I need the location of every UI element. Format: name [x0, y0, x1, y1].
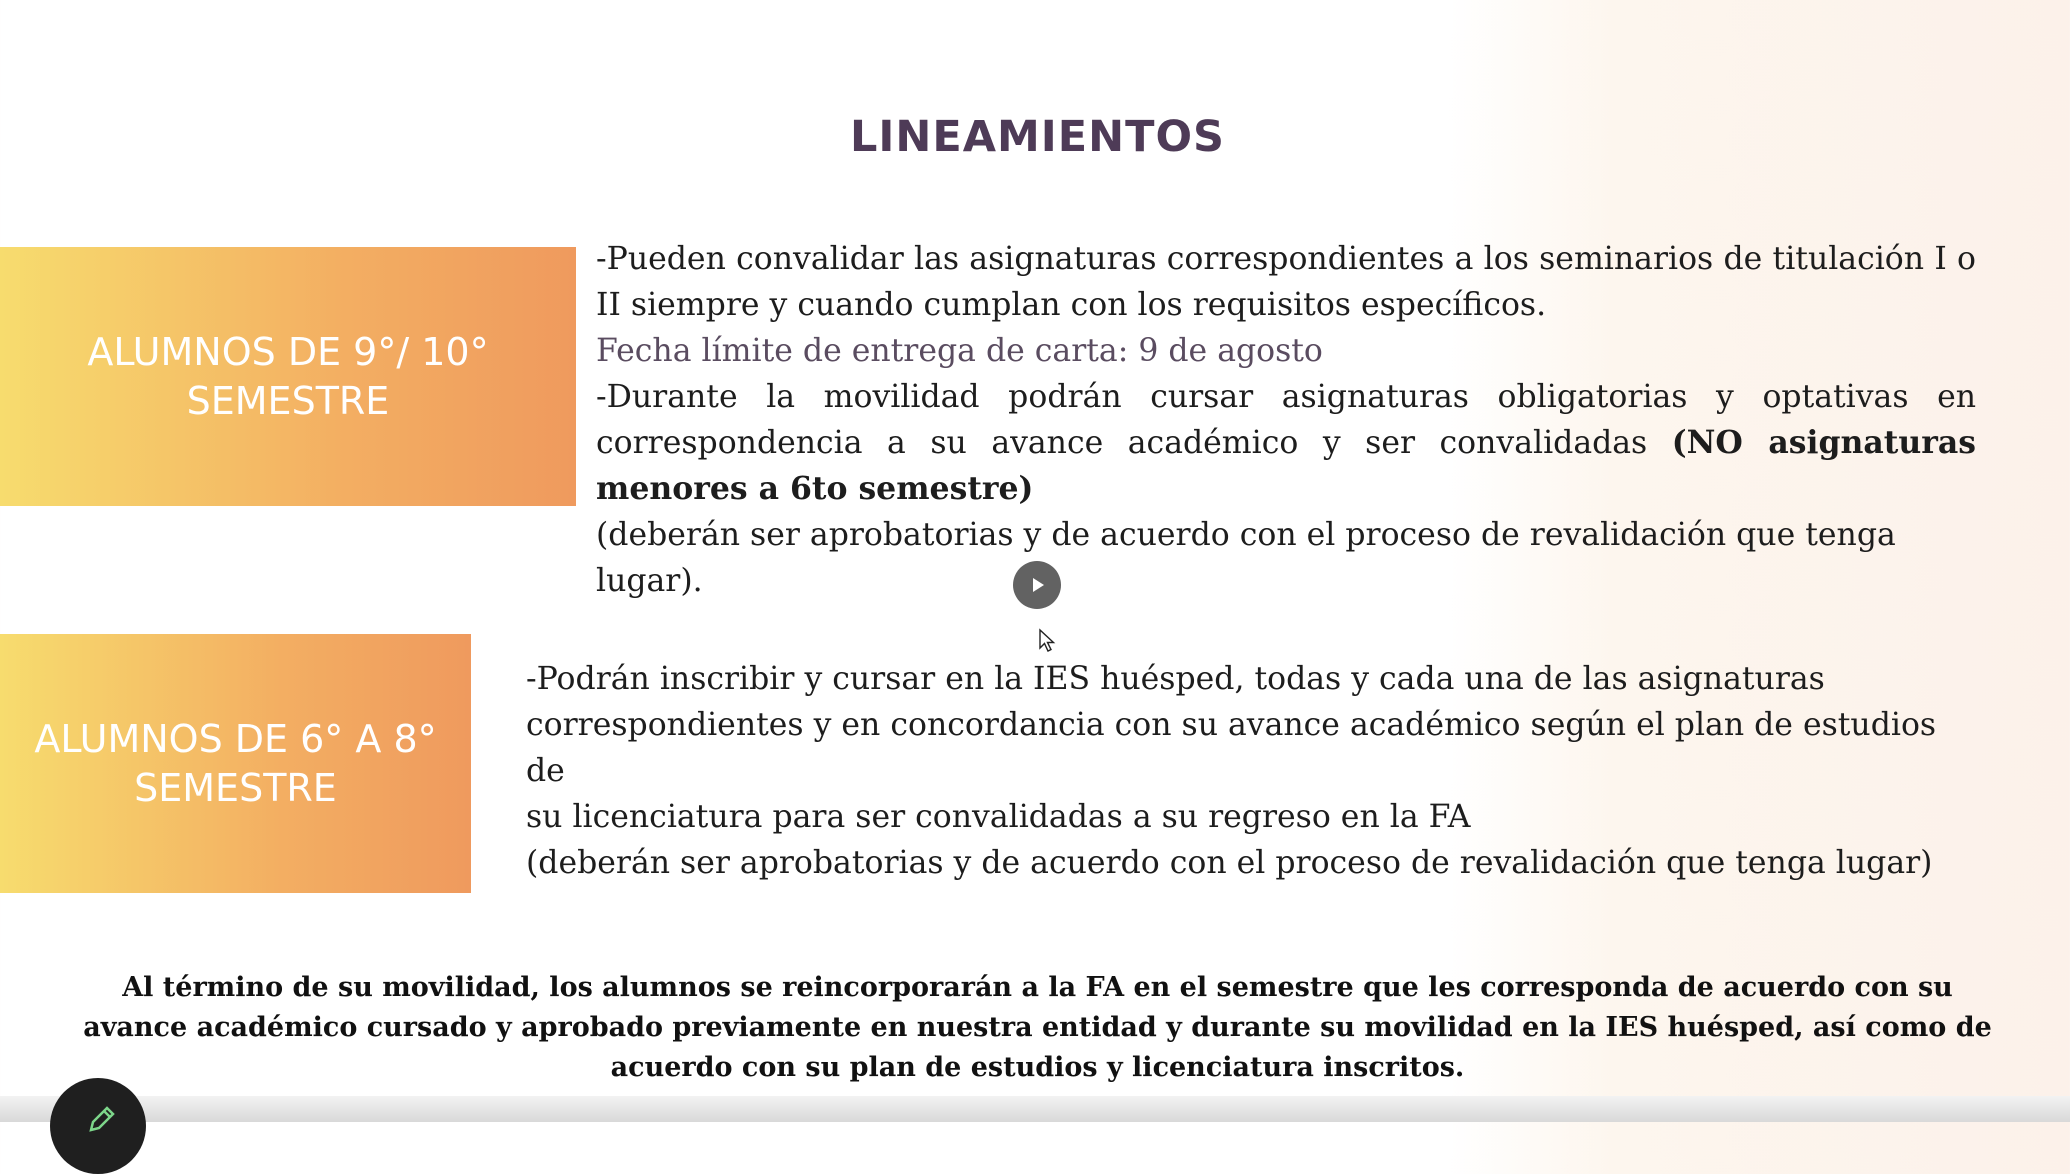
slide-title: LINEAMIENTOS: [849, 112, 1226, 162]
pencil-icon: [85, 1102, 119, 1136]
text-line: -Podrán inscribir y cursar en la IES huésped, todas y cada una de las asignaturas: [526, 661, 1825, 697]
play-icon: [1027, 575, 1047, 595]
section-text-6-8: [526, 656, 1966, 886]
bold-note: (NO asignaturas menores a 6to semestre): [596, 424, 1976, 507]
section-label-line: ALUMNOS DE 6° A 8°: [34, 716, 437, 761]
text-line: (deberán ser aprobatorias y de acuerdo con el proceso de revalidación que tenga lugar): [526, 845, 1933, 881]
paragraph: [596, 374, 1976, 512]
paragraph-text: -Durante la movilidad podrán cursar asignaturas obligatorias y optativas en correspondencia a su avance académico y ser convalidadas: [596, 379, 1976, 461]
section-label-9-10: [0, 247, 576, 506]
play-button[interactable]: [1013, 561, 1061, 609]
section-label-line: SEMESTRE: [186, 378, 390, 423]
section-label-line: SEMESTRE: [134, 765, 337, 810]
text-line: correspondientes y en concordancia con su avance académico según el plan de estudios de: [526, 707, 1937, 789]
paragraph: -Pueden convalidar las asignaturas correspondientes a los seminarios de titulación I o II siempre y cuando cumplan con los requisitos específicos.: [596, 241, 1976, 323]
deadline-text: Fecha límite de entrega de carta: 9 de agosto: [596, 333, 1323, 369]
section-label-line: ALUMNOS DE 9°/ 10°: [87, 329, 489, 374]
footer-note: Al término de su movilidad, los alumnos se reincorporarán a la FA en el semestre que les corresponda de acuerdo con su avance académico cursado y aprobado previamente en nuestra entidad y durante su movilidad en la IES huésped, así como de acuerdo con su plan de estudios y licenciatura inscritos.: [83, 972, 1992, 1083]
paragraph: (deberán ser aprobatorias y de acuerdo con el proceso de revalidación que tenga lugar).: [596, 517, 1896, 599]
edit-button[interactable]: [50, 1078, 146, 1174]
bottom-toolbar: [0, 1096, 2070, 1122]
text-line: su licenciatura para ser convalidadas a su regreso en la FA: [526, 799, 1471, 835]
mouse-cursor-icon: [1038, 628, 1056, 654]
section-text-9-10: [596, 236, 1976, 604]
section-label-6-8: [0, 634, 471, 893]
